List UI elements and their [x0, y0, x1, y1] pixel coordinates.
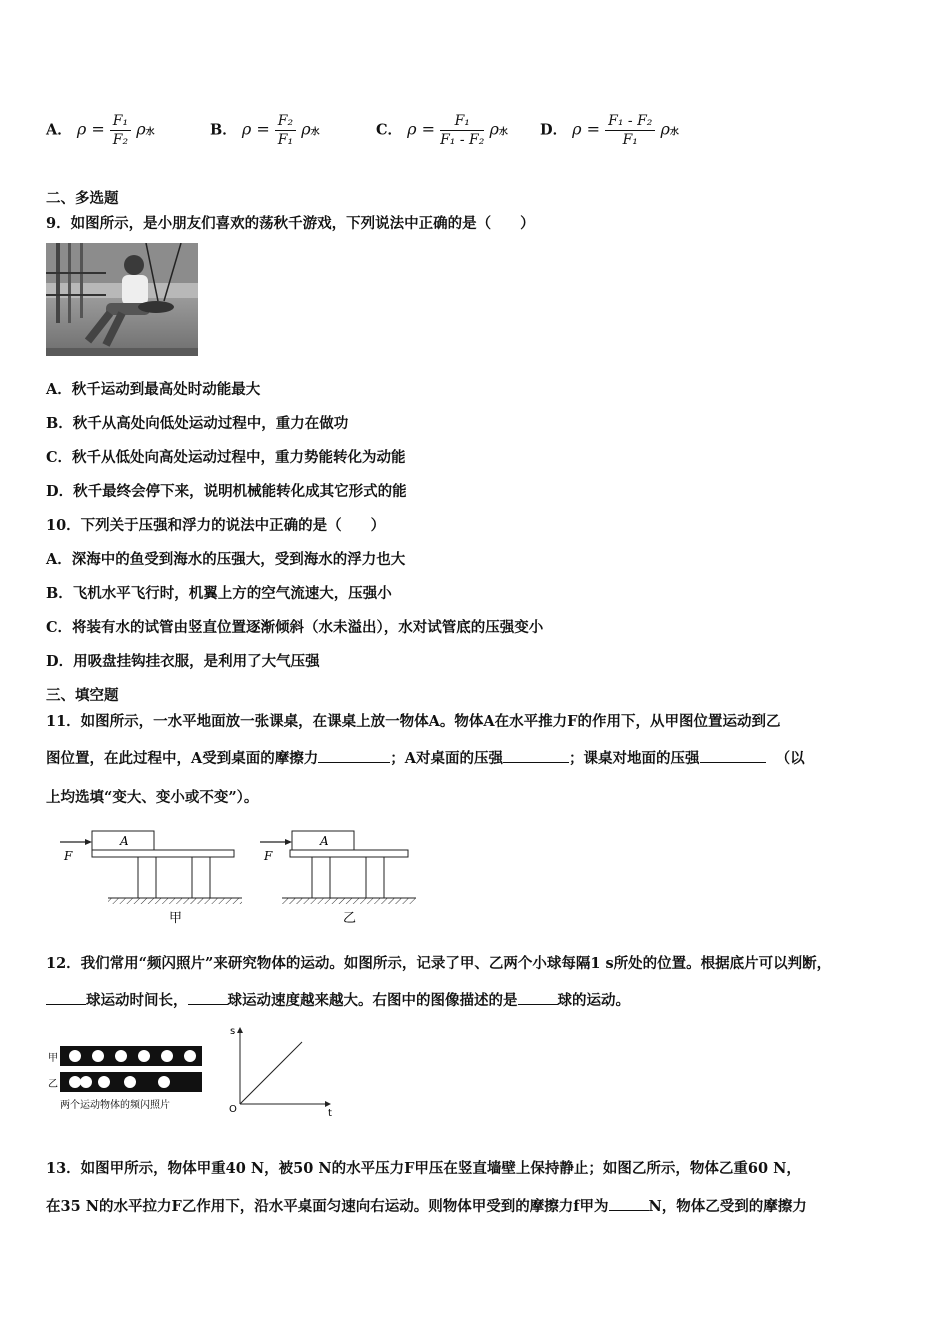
rho-subscript: 水 [669, 127, 679, 138]
rho-subscript: 水 [145, 127, 155, 138]
q10-option-c: C．将装有水的试管由竖直位置逐渐倾斜（水未溢出），水对试管底的压强变小 [46, 619, 544, 636]
block-a-label-yi: A [320, 834, 329, 848]
q10-stem: 10．下列关于压强和浮力的说法中正确的是（ ） [46, 517, 386, 534]
option-a-formula [46, 112, 155, 149]
rho-symbol: ρ [301, 119, 311, 139]
q10-option-d: D．用吸盘挂钩挂衣服，是利用了大气压强 [46, 653, 320, 670]
fraction [440, 112, 484, 149]
answer-blank[interactable] [46, 990, 86, 1005]
q10-option-a: A．深海中的鱼受到海水的压强大，受到海水的浮力也大 [46, 551, 406, 568]
q11-line-1: 11．如图所示，一水平地面放一张课桌，在课桌上放一物体A。物体A在水平推力F的作用下，从甲图位置运动到乙 [46, 713, 781, 730]
strip-caption: 两个运动物体的频闪照片 [60, 1100, 170, 1111]
q13-line-2 [46, 1195, 807, 1216]
denominator: F₁ [277, 132, 294, 148]
q9-option-c: C．秋千从低处向高处运动过程中，重力势能转化为动能 [46, 449, 406, 466]
denominator: F₂ [112, 132, 129, 148]
figure-yi [260, 831, 416, 904]
option-c-formula [376, 112, 508, 149]
answer-blank[interactable] [518, 990, 558, 1005]
rho-symbol: ρ [489, 119, 499, 139]
graph-line [240, 1042, 302, 1104]
numerator: F₂ [275, 112, 296, 131]
q9-option-b: B．秋千从高处向低处运动过程中，重力在做功 [46, 415, 349, 432]
swing-photo [46, 243, 198, 356]
formula-lhs: ρ = [76, 119, 105, 139]
option-label: C． [376, 121, 403, 139]
graph-axis-t: t [328, 1108, 332, 1116]
rho-subscript: 水 [498, 127, 508, 138]
q9-option-d: D．秋千最终会停下来，说明机械能转化成其它形式的能 [46, 483, 407, 500]
option-label: A． [46, 121, 72, 139]
fraction [605, 112, 655, 149]
denominator: F₁ [622, 132, 638, 148]
numerator: F₁ - F₂ [605, 112, 655, 131]
fraction [275, 112, 296, 149]
denominator: F₁ - F₂ [440, 132, 485, 148]
rho-subscript: 水 [310, 127, 320, 138]
answer-blank[interactable] [700, 748, 766, 763]
q12-text: 球运动速度越来越大。右图中的图像描述的是 [227, 992, 518, 1009]
force-label-jia: F [64, 849, 73, 863]
q11-line-2 [46, 747, 805, 768]
answer-blank[interactable] [188, 990, 228, 1005]
graph-axis-s: s [230, 1026, 236, 1037]
q11-figure [56, 826, 426, 926]
option-label: D． [540, 121, 568, 139]
option-b-formula [210, 112, 320, 149]
fraction [110, 112, 131, 149]
rho-symbol: ρ [136, 119, 146, 139]
q9-option-a: A．秋千运动到最高处时动能最大 [46, 381, 261, 398]
q10-option-b: B．飞机水平飞行时，机翼上方的空气流速大，压强小 [46, 585, 392, 602]
q12-line-1: 12．我们常用“频闪照片”来研究物体的运动。如图所示，记录了甲、乙两个小球每隔1 s所处的位置。根据底片可以判断， [46, 955, 832, 972]
strip-label-yi: 乙 [48, 1079, 58, 1090]
rho-symbol: ρ [660, 119, 670, 139]
option-d-formula [540, 112, 679, 149]
q11-line-3: 上均选填“变大、变小或不变”）。 [46, 789, 259, 806]
strip-label-jia: 甲 [48, 1053, 58, 1064]
q11-text: 图位置，在此过程中，A受到桌面的摩擦力 [46, 750, 319, 767]
q9-stem: 9．如图所示，是小朋友们喜欢的荡秋千游戏，下列说法中正确的是（ ） [46, 215, 535, 232]
q12-text: 球运动时间长， [86, 992, 188, 1009]
answer-blank[interactable] [318, 748, 390, 763]
q11-text: ；课桌对地面的压强 [569, 750, 700, 767]
numerator: F₁ [440, 112, 484, 131]
section-heading-fill-blank: 三、填空题 [46, 687, 119, 704]
force-label-yi: F [264, 849, 273, 863]
q11-text: ；A对桌面的压强 [390, 750, 503, 767]
formula-lhs: ρ = [241, 119, 270, 139]
graph-origin: O [229, 1104, 237, 1115]
q12-text: 球的运动。 [557, 992, 630, 1009]
figure-jia [60, 831, 242, 904]
block-a-label-jia: A [120, 834, 129, 848]
q13-text: 在35 N的水平拉力F乙作用下，沿水平桌面匀速向右运动。则物体甲受到的摩擦力f甲为 [46, 1198, 609, 1215]
answer-blank[interactable] [503, 748, 569, 763]
q13-text: N，物体乙受到的摩擦力 [648, 1198, 807, 1215]
figure-caption-jia: 甲 [169, 911, 183, 926]
formula-lhs: ρ = [572, 119, 601, 139]
formula-lhs: ρ = [407, 119, 436, 139]
q11-text: （以 [775, 750, 805, 767]
figure-caption-yi: 乙 [343, 911, 357, 926]
answer-blank[interactable] [609, 1196, 649, 1211]
strip-jia [60, 1046, 202, 1066]
numerator: F₁ [110, 112, 131, 131]
q12-figure [44, 1024, 344, 1116]
q13-line-1: 13．如图甲所示，物体甲重40 N，被50 N的水平压力F甲压在竖直墙壁上保持静止；如图乙所示，物体乙重60 N， [46, 1160, 801, 1177]
section-heading-multi-choice: 二、多选题 [46, 190, 119, 207]
option-label: B． [210, 121, 237, 139]
q12-line-2 [46, 989, 630, 1010]
